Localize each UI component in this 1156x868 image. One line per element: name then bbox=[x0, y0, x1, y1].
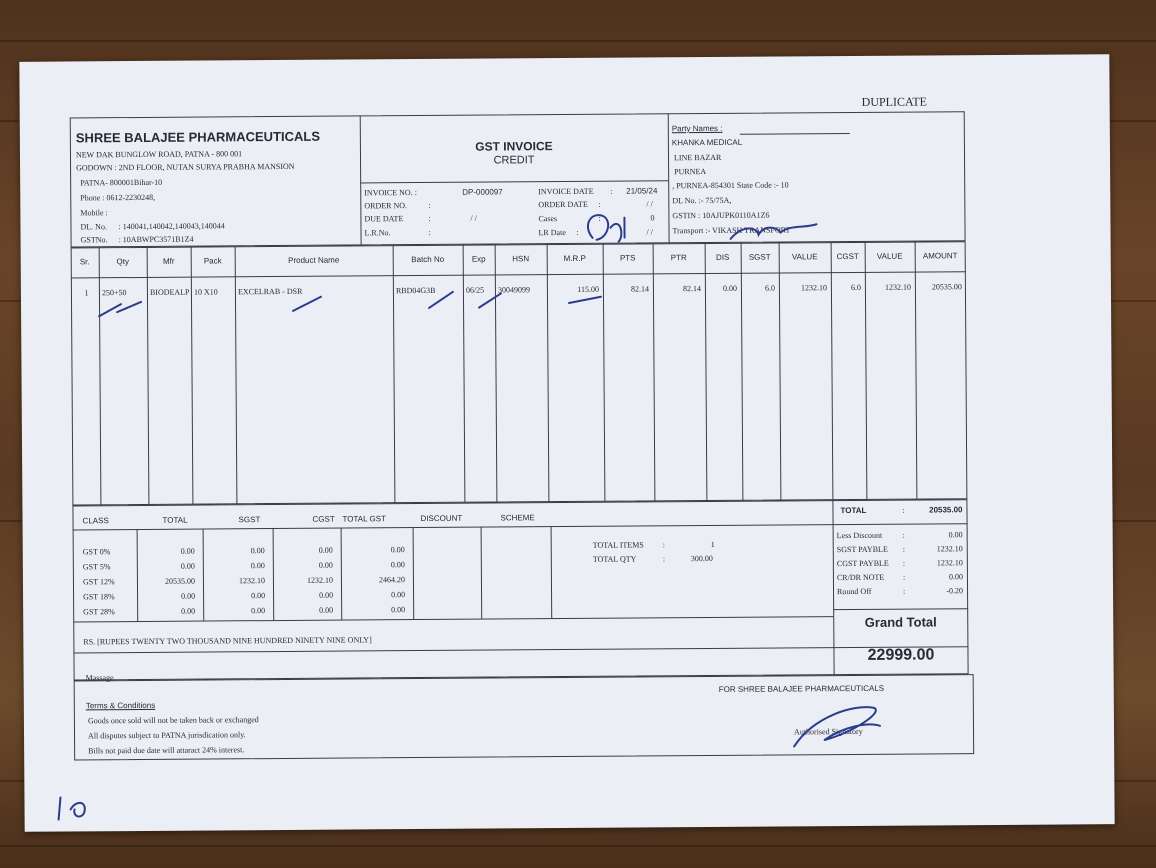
party-dl: DL No. :- 75/75A, bbox=[672, 195, 732, 206]
total-qty-label: TOTAL QTY bbox=[592, 554, 637, 564]
column-header: SGST bbox=[748, 252, 771, 262]
summary-label: CR/DR NOTE bbox=[836, 572, 885, 583]
item-cell-value2: 1232.10 bbox=[884, 282, 911, 292]
terms-heading: Terms & Conditions bbox=[85, 700, 156, 711]
tax-class: GST 0% bbox=[82, 547, 111, 557]
tax-class: GST 5% bbox=[82, 562, 111, 572]
tax-value-total: 0.00 bbox=[181, 591, 196, 601]
item-cell-amount: 20535.00 bbox=[931, 282, 962, 292]
invoice-subtitle: CREDIT bbox=[493, 154, 535, 167]
column-header: Pack bbox=[203, 256, 222, 266]
seller-gst-label: GSTNo. bbox=[80, 235, 108, 245]
order-no-label: ORDER NO. bbox=[364, 201, 408, 211]
for-company: FOR SHREE BALAJEE PHARMACEUTICALS bbox=[718, 683, 885, 694]
total-items-label: TOTAL ITEMS bbox=[592, 540, 644, 550]
invoice-date-sep: : bbox=[610, 186, 613, 196]
tax-header: TOTAL bbox=[162, 515, 188, 525]
summary-value: 1232.10 bbox=[936, 544, 963, 554]
item-cell-pack: 10 X10 bbox=[193, 287, 218, 297]
summary-label: CGST PAYBLE bbox=[836, 558, 889, 569]
column-header: AMOUNT bbox=[922, 251, 958, 261]
tax-class: GST 18% bbox=[83, 592, 115, 602]
tax-value-sgst: 0.00 bbox=[250, 561, 265, 571]
tax-value-sgst: 1232.10 bbox=[238, 576, 265, 586]
cases-label: Cases bbox=[538, 214, 558, 224]
order-date-sep: : bbox=[598, 199, 601, 209]
tax-header: SCHEME bbox=[500, 513, 535, 523]
tax-value-gst: 0.00 bbox=[390, 560, 405, 570]
column-header: VALUE bbox=[791, 252, 818, 262]
tax-header: SGST bbox=[238, 515, 261, 525]
cases-value: 0 bbox=[650, 213, 655, 223]
column-header: Product Name bbox=[288, 255, 340, 265]
summary-value: 0.00 bbox=[948, 530, 963, 540]
lr-date-value: / / bbox=[646, 227, 654, 237]
party-line-3: , PURNEA-854301 State Code :- 10 bbox=[672, 180, 789, 191]
column-header: HSN bbox=[512, 254, 530, 264]
message-label: Massage bbox=[85, 673, 114, 683]
summary-label: Round Off bbox=[837, 586, 872, 597]
party-label: Party Names : bbox=[671, 123, 723, 134]
tax-value-sgst: 0.00 bbox=[250, 546, 265, 556]
order-date-label: ORDER DATE bbox=[538, 199, 588, 210]
seller-name: SHREE BALAJEE PHARMACEUTICALS bbox=[75, 128, 321, 146]
order-no-sep: : bbox=[428, 200, 431, 210]
signature-icon bbox=[784, 696, 894, 757]
tax-value-cgst: 0.00 bbox=[318, 560, 333, 570]
tax-value-sgst: 0.00 bbox=[251, 606, 266, 616]
seller-mobile: Mobile : bbox=[80, 208, 108, 218]
handwritten-note-icon bbox=[50, 789, 110, 829]
item-cell-ptr: 82.14 bbox=[682, 284, 701, 294]
grand-total-label: Grand Total bbox=[864, 614, 937, 630]
tax-class: GST 12% bbox=[82, 577, 115, 587]
column-header: M.R.P bbox=[563, 253, 586, 264]
party-transport: Transport :- VIKASH TRANSPORT bbox=[672, 225, 791, 236]
item-cell-exp: 06/25 bbox=[465, 285, 485, 295]
item-cell-mfr: BIODEALP bbox=[149, 287, 190, 297]
tax-header: DISCOUNT bbox=[420, 513, 463, 524]
wood-grain bbox=[0, 845, 1156, 847]
party-line-1: LINE BAZAR bbox=[673, 152, 722, 163]
lr-date-sep: : bbox=[576, 227, 579, 237]
seller-address-2: GODOWN : 2ND FLOOR, NUTAN SURYA PRABHA MANSION bbox=[76, 161, 295, 173]
seller-dl-label: DL. No. bbox=[80, 222, 107, 232]
tax-header: CLASS bbox=[82, 516, 109, 526]
summary-sep: : bbox=[902, 544, 906, 554]
due-date-sep: : bbox=[428, 213, 431, 223]
lr-date-label: LR Date bbox=[538, 228, 566, 238]
tax-header: CGST bbox=[312, 514, 335, 524]
item-cell-qty: 250+50 bbox=[101, 288, 127, 298]
seller-gst-value: : 10ABWPC3571B1Z4 bbox=[118, 234, 194, 245]
column-header: Qty bbox=[116, 257, 129, 267]
handwritten-initials-icon bbox=[580, 206, 840, 258]
item-cell-pts: 82.14 bbox=[630, 284, 649, 294]
order-date-value: / / bbox=[646, 199, 653, 209]
tax-value-cgst: 1232.10 bbox=[306, 575, 333, 585]
seller-phone: Phone : 0612-2230248, bbox=[80, 192, 156, 203]
invoice-date-label: INVOICE DATE bbox=[538, 186, 594, 197]
summary-sep: : bbox=[902, 530, 905, 540]
item-cell-hsn: 30049099 bbox=[497, 285, 530, 295]
column-header: VALUE bbox=[876, 251, 903, 261]
column-header: Mfr bbox=[162, 256, 175, 266]
invoice-title: GST INVOICE bbox=[475, 139, 553, 154]
column-header: Exp bbox=[471, 254, 486, 264]
seller-dl-value: : 140041,140042,140043,140044 bbox=[118, 221, 225, 232]
summary-label: SGST PAYBLE bbox=[836, 544, 888, 555]
cases-sep: : bbox=[598, 213, 601, 223]
item-cell-mrp: 115.00 bbox=[577, 284, 599, 294]
wood-grain bbox=[0, 40, 1156, 42]
tax-value-total: 0.00 bbox=[180, 561, 195, 571]
total-items-value: 1 bbox=[710, 539, 715, 549]
party-name: KHANKA MEDICAL bbox=[671, 137, 743, 148]
tax-value-gst: 0.00 bbox=[390, 545, 405, 555]
lr-no-sep: : bbox=[428, 227, 431, 237]
summary-sep: : bbox=[902, 558, 906, 568]
handwritten-tick-marks-icon bbox=[81, 281, 801, 326]
tax-value-cgst: 0.00 bbox=[319, 605, 334, 615]
invoice-date-value: 21/05/24 bbox=[626, 186, 658, 196]
duplicate-label: DUPLICATE bbox=[861, 94, 928, 109]
item-cell-value1: 1232.10 bbox=[800, 283, 827, 293]
amount-in-words: RS. [RUPEES TWENTY TWO THOUSAND NINE HUNDRED NINETY NINE ONLY] bbox=[83, 635, 372, 647]
party-line-2: PURNEA bbox=[674, 167, 707, 177]
tax-value-total: 0.00 bbox=[180, 546, 195, 556]
seller-address-1: NEW DAK BUNGLOW ROAD, PATNA - 800 001 bbox=[75, 149, 243, 160]
total-qty-sep: : bbox=[662, 554, 666, 564]
seller-city: PATNA- 800001Bihar-10 bbox=[80, 177, 163, 188]
total-items-sep: : bbox=[662, 540, 665, 550]
tax-value-gst: 0.00 bbox=[391, 605, 406, 615]
column-header: DIS bbox=[716, 252, 730, 262]
summary-value: 1232.10 bbox=[936, 558, 963, 568]
summary-sep: : bbox=[903, 586, 906, 596]
tax-value-total: 20535.00 bbox=[164, 576, 195, 586]
total-value: 20535.00 bbox=[929, 505, 963, 515]
item-cell-cgst: 6.0 bbox=[850, 282, 861, 293]
total-label: TOTAL bbox=[840, 505, 867, 516]
item-cell-sr: 1 bbox=[84, 288, 89, 298]
grand-total-value: 22999.00 bbox=[867, 646, 935, 664]
item-cell-product: EXCELRAB - DSR bbox=[237, 286, 303, 297]
invoice-no-value: DP-000097 bbox=[462, 187, 503, 197]
summary-label: Less Discount bbox=[836, 530, 883, 541]
authorised-signatory: Authorised Signatory bbox=[793, 726, 863, 737]
tax-value-cgst: 0.00 bbox=[319, 590, 334, 600]
total-sep: : bbox=[902, 505, 905, 515]
total-qty-value: 300.00 bbox=[690, 553, 713, 564]
tax-header: TOTAL GST bbox=[342, 514, 386, 524]
tax-value-gst: 2464.20 bbox=[378, 575, 405, 585]
tax-value-total: 0.00 bbox=[181, 606, 196, 616]
column-header: CGST bbox=[836, 251, 859, 262]
terms-line-3: Bills not paid due date will attaract 24% interest. bbox=[88, 745, 245, 756]
item-cell-sgst: 6.0 bbox=[764, 283, 775, 293]
lr-no-label: L.R.No. bbox=[364, 228, 391, 238]
party-gstin: GSTIN : 10AJUPK0110A1Z6 bbox=[672, 210, 770, 221]
invoice-paper bbox=[19, 54, 1114, 832]
tax-class: GST 28% bbox=[83, 607, 115, 617]
terms-line-1: Goods once sold will not be taken back or exchanged bbox=[87, 715, 259, 726]
invoice-no-label: INVOICE NO. : bbox=[364, 188, 417, 198]
column-header: PTS bbox=[619, 253, 636, 263]
tax-value-cgst: 0.00 bbox=[318, 545, 333, 555]
summary-value: 0.00 bbox=[948, 572, 963, 582]
tax-value-sgst: 0.00 bbox=[251, 591, 266, 601]
terms-line-2: All disputes subject to PATNA jurisdication only. bbox=[88, 730, 246, 741]
tax-value-gst: 0.00 bbox=[391, 590, 406, 600]
due-date-label: DUE DATE bbox=[364, 214, 404, 224]
summary-sep: : bbox=[902, 572, 906, 582]
column-header: Batch No bbox=[411, 254, 445, 265]
item-cell-dis: 0.00 bbox=[722, 283, 737, 293]
summary-value: -0.20 bbox=[946, 586, 964, 596]
due-date-value: / / bbox=[470, 213, 477, 223]
column-header: PTR bbox=[670, 253, 687, 263]
item-cell-batch: RBD04G3B bbox=[395, 285, 436, 296]
column-header: Sr. bbox=[79, 257, 90, 267]
